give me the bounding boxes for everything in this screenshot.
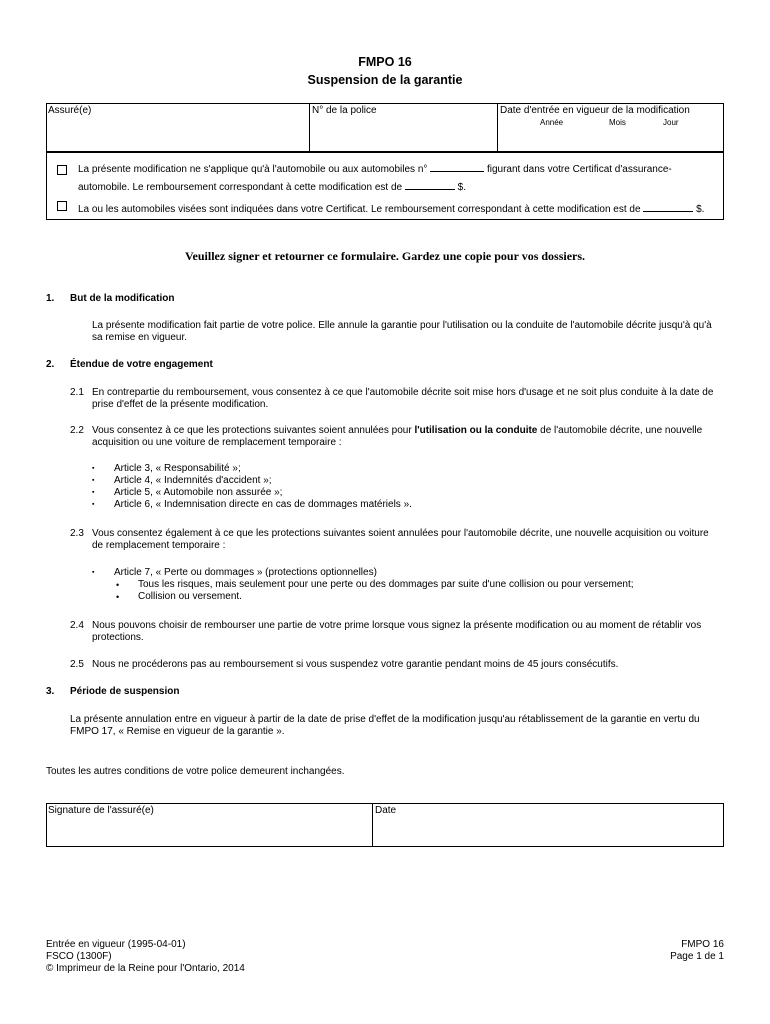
para-2-2-line2: acquisition ou une voiture de remplacement temporaire : bbox=[92, 437, 342, 448]
section1-text-2: sa remise en vigueur. bbox=[92, 332, 188, 343]
footer-copyright: © Imprimeur de la Reine pour l'Ontario, 2014 bbox=[46, 963, 245, 974]
option2-text-end: $. bbox=[696, 204, 705, 215]
option1-text-b: figurant dans votre Certificat d'assurance- bbox=[486, 164, 672, 175]
section1-number: 1. bbox=[46, 293, 55, 304]
day-label: Jour bbox=[663, 118, 679, 127]
sub-list-item: Collision ou versement. bbox=[138, 591, 242, 602]
form-code-title: FMPO 16 bbox=[358, 55, 412, 69]
option2-text: La ou les automobiles visées sont indiquées dans votre Certificat. Le remboursement correspondant à cette modification est de bbox=[78, 204, 641, 215]
divider bbox=[497, 104, 498, 151]
section3-text-2: FMPO 17, « Remise en vigueur de la garantie ». bbox=[70, 726, 285, 737]
para-2-1-line1: En contrepartie du remboursement, vous consentez à ce que l'automobile décrite soit mise hors d'usage et ne soit plus conduite à la date de bbox=[92, 387, 714, 398]
signature-date-field[interactable]: Date bbox=[375, 805, 397, 816]
bullet: ▪ bbox=[92, 465, 95, 472]
para-2-3-line2: de remplacement temporaire : bbox=[92, 540, 226, 551]
option2-checkbox[interactable] bbox=[57, 201, 67, 211]
bullet: ▪ bbox=[92, 477, 95, 484]
year-label: Année bbox=[540, 118, 564, 127]
refund-amount-blank-2[interactable] bbox=[643, 202, 693, 212]
para-2-4-line2: protections. bbox=[92, 632, 144, 643]
policy-number-label: N° de la police bbox=[312, 105, 377, 116]
section2-number: 2. bbox=[46, 359, 55, 370]
footer-form-code: FMPO 16 bbox=[681, 939, 724, 950]
signature-table bbox=[46, 803, 724, 847]
para-2-2-text-bold: l'utilisation ou la conduite bbox=[414, 425, 538, 436]
para-2-2-text-a: Vous consentez à ce que les protections suivantes soient annulées pour bbox=[92, 425, 415, 436]
para-2-2-number: 2.2 bbox=[70, 425, 84, 436]
divider bbox=[372, 804, 373, 846]
signature-field[interactable]: Signature de l'assuré(e) bbox=[48, 805, 154, 816]
sub-bullet: • bbox=[116, 592, 120, 602]
section2-title: Étendue de votre engagement bbox=[70, 359, 213, 370]
para-2-4-line1: Nous pouvons choisir de rembourser une partie de votre prime lorsque vous signez la présente modification ou au moment de rétablir vos bbox=[92, 620, 702, 631]
list-item: Article 3, « Responsabilité »; bbox=[114, 463, 241, 474]
divider bbox=[309, 104, 310, 151]
option1-line2 bbox=[78, 180, 466, 194]
option1-checkbox[interactable] bbox=[57, 165, 67, 175]
section1-title: But de la modification bbox=[70, 293, 175, 304]
para-2-1-line2: prise d'effet de la présente modification. bbox=[92, 399, 269, 410]
option1-text-c: automobile. Le remboursement correspondant à cette modification est de bbox=[78, 182, 403, 193]
section3-number: 3. bbox=[46, 686, 55, 697]
sub-list-item: Tous les risques, mais seulement pour une perte ou des dommages par suite d'une collision ou pour versement; bbox=[138, 579, 634, 590]
month-label: Mois bbox=[609, 118, 626, 127]
instruction-heading: Veuillez signer et retourner ce formulaire. Gardez une copie pour vos dossiers. bbox=[184, 249, 586, 263]
section3-title: Période de suspension bbox=[70, 686, 180, 697]
footer-effective-date: Entrée en vigueur (1995-04-01) bbox=[46, 939, 186, 950]
info-table bbox=[46, 103, 724, 152]
list-item: Article 4, « Indemnités d'accident »; bbox=[114, 475, 272, 486]
para-2-2-line1 bbox=[92, 425, 702, 437]
para-2-5-number: 2.5 bbox=[70, 659, 84, 670]
list-item: Article 7, « Perte ou dommages » (protections optionnelles) bbox=[114, 567, 377, 578]
list-item: Article 6, « Indemnisation directe en cas de dommages matériels ». bbox=[114, 499, 412, 510]
effective-date-label: Date d'entrée en vigueur de la modification bbox=[500, 105, 690, 116]
para-2-4-number: 2.4 bbox=[70, 620, 84, 631]
refund-amount-blank-1[interactable] bbox=[405, 180, 455, 190]
bullet: ▪ bbox=[92, 501, 95, 508]
para-2-3-number: 2.3 bbox=[70, 528, 84, 539]
option1-line1 bbox=[78, 162, 672, 176]
list-item: Article 5, « Automobile non assurée »; bbox=[114, 487, 283, 498]
para-2-1-number: 2.1 bbox=[70, 387, 84, 398]
bullet: ▪ bbox=[92, 569, 95, 576]
option1-text-a: La présente modification ne s'applique qu'à l'automobile ou aux automobiles n° bbox=[78, 164, 428, 175]
option1-text-end: $. bbox=[457, 182, 466, 193]
bullet: ▪ bbox=[92, 489, 95, 496]
para-2-2-text-b: de l'automobile décrite, une nouvelle bbox=[537, 425, 703, 436]
sub-bullet: • bbox=[116, 580, 120, 590]
closing-statement: Toutes les autres conditions de votre police demeurent inchangées. bbox=[46, 766, 345, 777]
insured-label: Assuré(e) bbox=[48, 105, 92, 116]
section3-text-1: La présente annulation entre en vigueur à partir de la date de prise d'effet de la modification jusqu'au rétablissement de la garantie en vertu du bbox=[70, 714, 700, 725]
para-2-5-line1: Nous ne procéderons pas au remboursement si vous suspendez votre garantie pendant moins de 45 jours consécutifs. bbox=[92, 659, 619, 670]
para-2-3-line1: Vous consentez également à ce que les protections suivantes soient annulées pour l'automobile décrite, une nouvelle acquisition ou voiture bbox=[92, 528, 709, 539]
footer-page-number: Page 1 de 1 bbox=[670, 951, 724, 962]
option2-line bbox=[78, 202, 704, 216]
form-title: Suspension de la garantie bbox=[307, 73, 463, 87]
footer-fsco: FSCO (1300F) bbox=[46, 951, 112, 962]
section1-text-1: La présente modification fait partie de votre police. Elle annule la garantie pour l'utilisation ou la conduite de l'automobile décrite jusqu'à qu'à bbox=[92, 320, 712, 331]
vehicle-number-blank[interactable] bbox=[430, 162, 484, 172]
